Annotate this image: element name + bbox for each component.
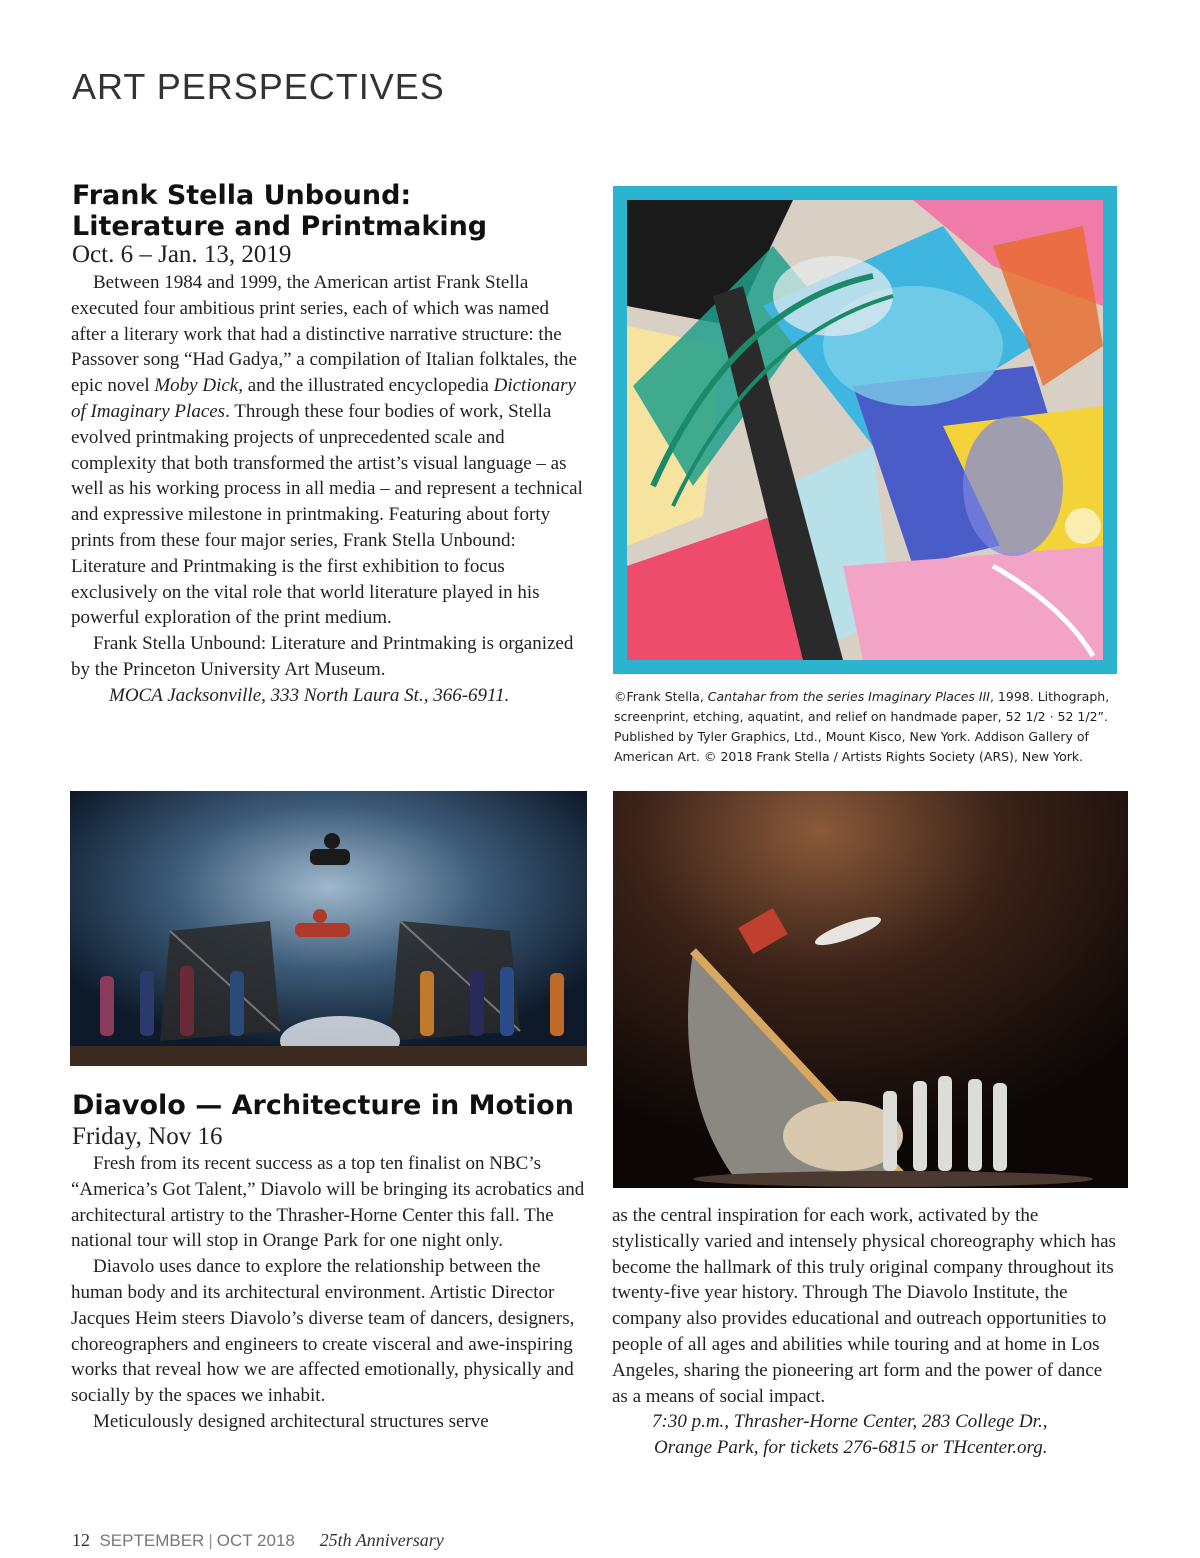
article-date: Friday, Nov 16: [72, 1123, 223, 1150]
issue-month-year: OCT 2018: [216, 1531, 295, 1550]
venue-info: MOCA Jacksonville, 333 North Laura St., 366-6911.: [109, 684, 510, 706]
section-title: ART PERSPECTIVES: [72, 66, 445, 107]
article-body: [71, 1151, 587, 1435]
article-paragraph: Diavolo uses dance to explore the relationship between the human body and its architectural environment. Artistic Director Jacques Heim steers Diavolo’s diverse team of dancers, designers, choreographers and engineers to create visceral and awe-inspiring works that reveal how we are affected emotionally, physically and socially by the spaces we inhabit.: [71, 1256, 575, 1407]
article-paragraph: as the central inspiration for each work, activated by the stylistically varied and intensely physical choreography which has become the hallmark of this truly original company throughout its twenty-five year history. Through The Diavolo Institute, the company also provides educational and outreach opportunities to people of all ages and abilities while touring and at home in Los Angeles, sharing the pioneering art form and the power of dance as a means of social impact.: [612, 1205, 1116, 1407]
page-footer: 12 SEPTEMBER | OCT 2018 25th Anniversary: [72, 1530, 444, 1550]
article-body: [71, 270, 587, 709]
article-title: Diavolo — Architecture in Motion: [72, 1090, 574, 1121]
anniversary-label: 25th Anniversary: [319, 1530, 444, 1550]
article-title: [72, 180, 592, 242]
dance-photo-left: [70, 791, 587, 1066]
article-paragraph: Frank Stella Unbound: Literature and Printmaking is organized by the Princeton University Art Museum.: [71, 633, 574, 680]
page-number: 12: [72, 1530, 90, 1550]
article-title-line1: Frank Stella Unbound:: [72, 180, 412, 211]
artwork-image: [613, 186, 1117, 674]
article-paragraph: Meticulously designed architectural structures serve: [93, 1410, 489, 1432]
artwork-caption: ©Frank Stella, Cantahar from the series Imaginary Places III, 1998. Lithograph, screenprint, etching, aquatint, and relief on handmade paper, 52 1/2 · 52 1/2”. Published by Tyler Graphics, Ltd., Mount Kisco, New York. Addison Gallery of American Art. © 2018 Frank Stella / Artists Rights Society (ARS), New York.: [614, 689, 1110, 764]
article-title-line2: Literature and Printmaking: [72, 211, 488, 242]
article-paragraph: Fresh from its recent success as a top ten finalist on NBC’s “America’s Got Talent,” Diavolo will be bringing its acrobatics and architectural artistry to the Thrasher-Horne Center this fall. The national tour will stop in Orange Park for one night only.: [71, 1153, 585, 1252]
article-body-continued: [612, 1203, 1122, 1461]
dance-photo-right: [613, 791, 1128, 1188]
issue-month: SEPTEMBER: [99, 1531, 205, 1550]
article-date: Oct. 6 – Jan. 13, 2019: [72, 241, 292, 268]
venue-info: 7:30 p.m., Thrasher-Horne Center, 283 College Dr., Orange Park, for tickets 276-6815 or THcenter.org.: [652, 1411, 1048, 1459]
article-paragraph: Between 1984 and 1999, the American artist Frank Stella executed four ambitious print series, each of which was named after a literary work that had a distinctive narrative structure: the Passover song “Had Gadya,” a compilation of Italian folktales, the epic novel Moby Dick, and the illustrated encyclopedia Dictionary of Imaginary Places. Through these four bodies of work, Stella evolved printmaking projects of unprecedented scale and complexity that both transformed the artist’s visual language – as well as his working process in all media – and represent a technical and expressive milestone in printmaking. Featuring about forty prints from these four major series, Frank Stella Unbound: Literature and Printmaking is the first exhibition to focus exclusively on the vital role that world literature played in his powerful exploration of the print medium.: [71, 272, 583, 629]
